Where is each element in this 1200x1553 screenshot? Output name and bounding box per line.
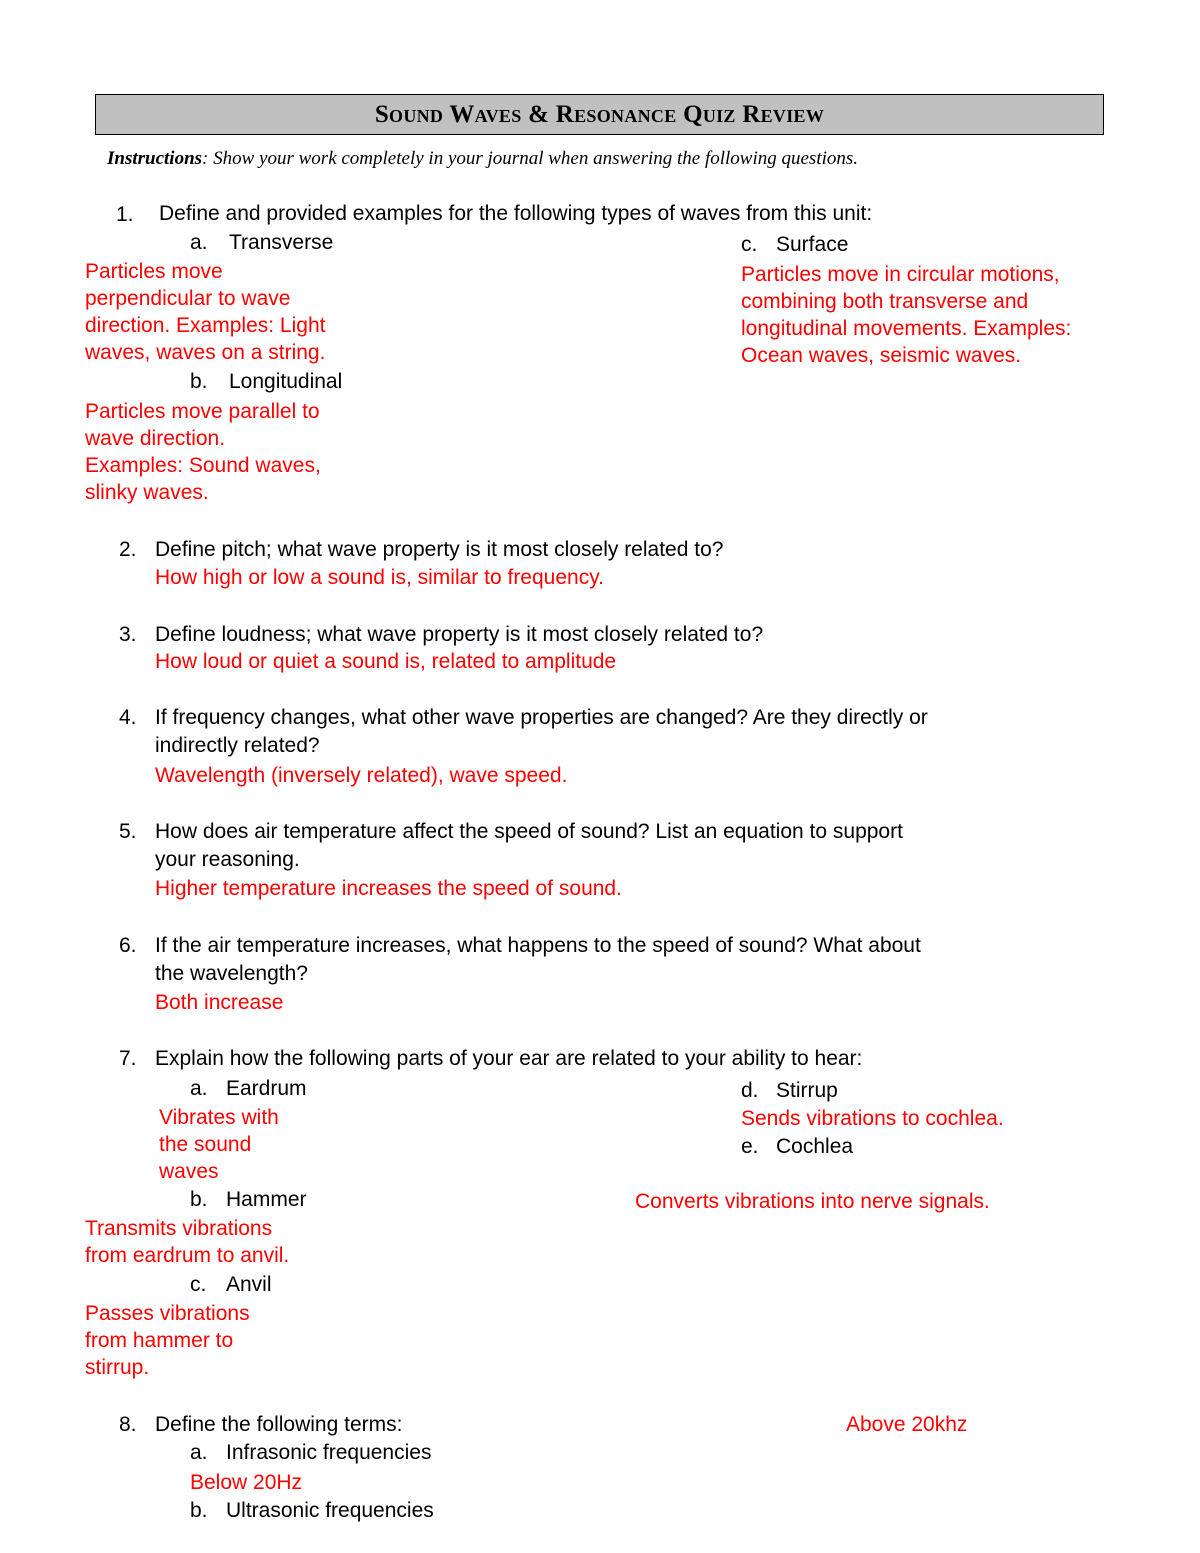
instructions	[107, 148, 858, 170]
answer-surface	[741, 261, 1071, 369]
question-number: 7.	[119, 1047, 137, 1070]
item-text: Anvil	[226, 1273, 272, 1296]
answer-longitudinal	[85, 398, 321, 506]
item-text: Cochlea	[776, 1135, 854, 1158]
answer-line: Particles move	[85, 260, 223, 283]
answer-line: Ocean waves, seismic waves.	[741, 344, 1022, 367]
answer-line: perpendicular to wave	[85, 287, 291, 310]
question-text: Define loudness; what wave property is it most closely related to?	[155, 623, 764, 646]
question-text: If frequency changes, what other wave properties are changed? Are they directly or	[155, 706, 928, 729]
answer: Wavelength (inversely related), wave speed.	[155, 764, 568, 787]
answer-line: longitudinal movements. Examples:	[741, 317, 1072, 340]
item-text: Longitudinal	[229, 370, 343, 393]
question-text: Define the following terms:	[155, 1413, 403, 1436]
answer-cochlea: Converts vibrations into nerve signals.	[635, 1190, 990, 1213]
answer-line: slinky waves.	[85, 481, 209, 504]
question-number: 5.	[119, 820, 137, 843]
item-text: Stirrup	[776, 1079, 838, 1102]
item-text: Transverse	[229, 231, 334, 254]
answer-eardrum	[159, 1104, 279, 1185]
answer-hammer	[85, 1215, 289, 1269]
question-number: 6.	[119, 934, 137, 957]
item-label: a.	[190, 1441, 208, 1464]
question-number: 1.	[116, 203, 134, 226]
answer-ultrasonic: Above 20khz	[846, 1413, 968, 1436]
question-text: Define pitch; what wave property is it most closely related to?	[155, 538, 724, 561]
answer-line: Vibrates with	[159, 1106, 279, 1129]
page-title: Sound Waves & Resonance Quiz Review	[374, 100, 825, 128]
question-number: 3.	[119, 623, 137, 646]
answer-transverse	[85, 258, 325, 366]
question-number: 2.	[119, 538, 137, 561]
answer-line: stirrup.	[85, 1356, 150, 1379]
item-text: Eardrum	[226, 1077, 307, 1100]
item-text: Infrasonic frequencies	[226, 1441, 432, 1464]
question-text: Define and provided examples for the following types of waves from this unit:	[159, 202, 873, 225]
item-text: Surface	[776, 233, 849, 256]
answer-line: wave direction.	[85, 427, 226, 450]
answer-line: waves, waves on a string.	[85, 341, 326, 364]
item-label: a.	[190, 231, 208, 254]
question-text: If the air temperature increases, what happens to the speed of sound? What about	[155, 934, 921, 957]
answer-anvil	[85, 1300, 250, 1381]
answer-line: Examples: Sound waves,	[85, 454, 321, 477]
answer-line: from hammer to	[85, 1329, 234, 1352]
item-text: Ultrasonic frequencies	[226, 1499, 434, 1522]
answer-line: direction. Examples: Light	[85, 314, 326, 337]
answer: Both increase	[155, 991, 284, 1014]
answer-line: Transmits vibrations	[85, 1217, 273, 1240]
answer-stirrup: Sends vibrations to cochlea.	[741, 1107, 1004, 1130]
answer-line: the sound	[159, 1133, 252, 1156]
answer-line: waves	[159, 1160, 219, 1183]
answer-line: from eardrum to anvil.	[85, 1244, 290, 1267]
question-text: How does air temperature affect the speed of sound? List an equation to support	[155, 820, 903, 843]
item-label: b.	[190, 1499, 208, 1522]
answer: How high or low a sound is, similar to frequency.	[155, 566, 604, 589]
question-text: your reasoning.	[155, 848, 300, 871]
answer-infrasonic: Below 20Hz	[190, 1471, 303, 1494]
answer: Higher temperature increases the speed of sound.	[155, 877, 622, 900]
answer-line: combining both transverse and	[741, 290, 1029, 313]
answer-line: Passes vibrations	[85, 1302, 250, 1325]
item-label: c.	[190, 1273, 207, 1296]
instructions-text: : Show your work completely in your journal when answering the following questions.	[202, 148, 859, 169]
item-label: d.	[741, 1079, 759, 1102]
question-number: 8.	[119, 1413, 137, 1436]
question-text: indirectly related?	[155, 734, 320, 757]
answer-line: Particles move parallel to	[85, 400, 320, 423]
item-label: b.	[190, 370, 208, 393]
item-label: a.	[190, 1077, 208, 1100]
instructions-label: Instructions	[107, 148, 203, 169]
item-label: c.	[741, 233, 758, 256]
answer: How loud or quiet a sound is, related to amplitude	[155, 650, 617, 673]
item-text: Hammer	[226, 1188, 307, 1211]
item-label: e.	[741, 1135, 759, 1158]
question-text: the wavelength?	[155, 962, 308, 985]
answer-line: Particles move in circular motions,	[741, 263, 1060, 286]
item-label: b.	[190, 1188, 208, 1211]
question-number: 4.	[119, 706, 137, 729]
question-text: Explain how the following parts of your ear are related to your ability to hear:	[155, 1047, 863, 1070]
title-banner	[95, 94, 1104, 135]
